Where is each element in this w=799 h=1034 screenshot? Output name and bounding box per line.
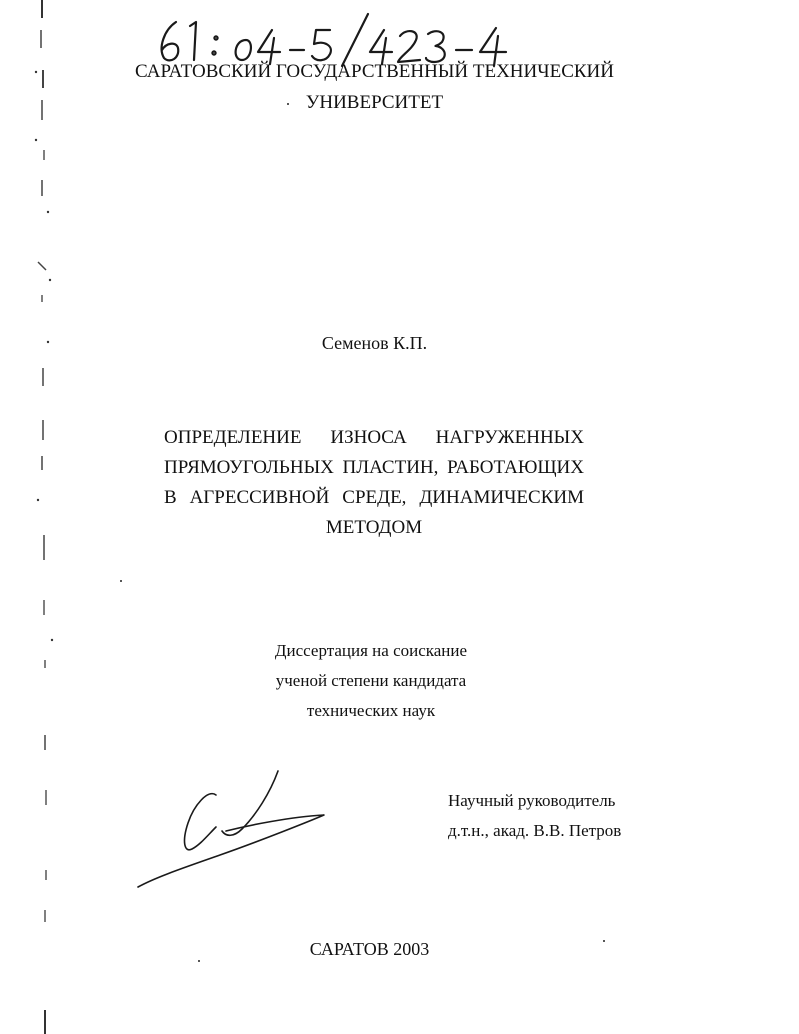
supervisor-signature <box>130 765 330 895</box>
title-word: НАГРУЖЕННЫХ <box>435 427 584 448</box>
author-name: Семенов К.П. <box>321 333 428 353</box>
title-word: ИЗНОСА <box>330 427 407 448</box>
degree-line-3: технических наук <box>306 701 436 720</box>
degree-statement <box>0 636 742 726</box>
supervisor-label: Научный руководитель <box>448 791 616 810</box>
title-word: МЕТОДОМ <box>325 517 423 538</box>
title-word: СРЕДЕ, <box>342 487 407 508</box>
supervisor-name: д.т.н., акад. В.В. Петров <box>448 821 622 840</box>
title-line-4 <box>164 513 584 543</box>
degree-line-2: ученой степени кандидата <box>275 671 467 690</box>
scan-margin-marks <box>0 0 60 1034</box>
university-name-line2: УНИВЕРСИТЕТ <box>305 92 444 113</box>
title-word: ОПРЕДЕЛЕНИЕ <box>164 427 302 448</box>
title-line-1 <box>164 423 584 453</box>
scientific-supervisor <box>448 786 621 846</box>
title-line-2 <box>164 453 584 483</box>
scan-speck <box>287 103 289 105</box>
university-name-line1: САРАТОВСКИЙ ГОСУДАРСТВЕННЫЙ ТЕХНИЧЕСКИЙ <box>135 61 614 82</box>
title-word: ДИНАМИЧЕСКИМ <box>419 487 584 508</box>
title-word: РАБОТАЮЩИХ <box>447 457 584 478</box>
title-word: ПРЯМОУГОЛЬНЫХ <box>164 457 334 478</box>
title-word: АГРЕССИВНОЙ <box>189 487 330 508</box>
title-word: В <box>164 487 177 508</box>
degree-line-1: Диссертация на соискание <box>274 641 468 660</box>
title-word: ПЛАСТИН, <box>342 457 439 478</box>
scan-speck <box>198 960 200 962</box>
dissertation-title <box>164 423 584 543</box>
title-line-3 <box>164 483 584 513</box>
scan-speck <box>603 940 605 942</box>
city-and-year: САРАТОВ 2003 <box>309 939 430 959</box>
scan-speck <box>120 580 122 582</box>
